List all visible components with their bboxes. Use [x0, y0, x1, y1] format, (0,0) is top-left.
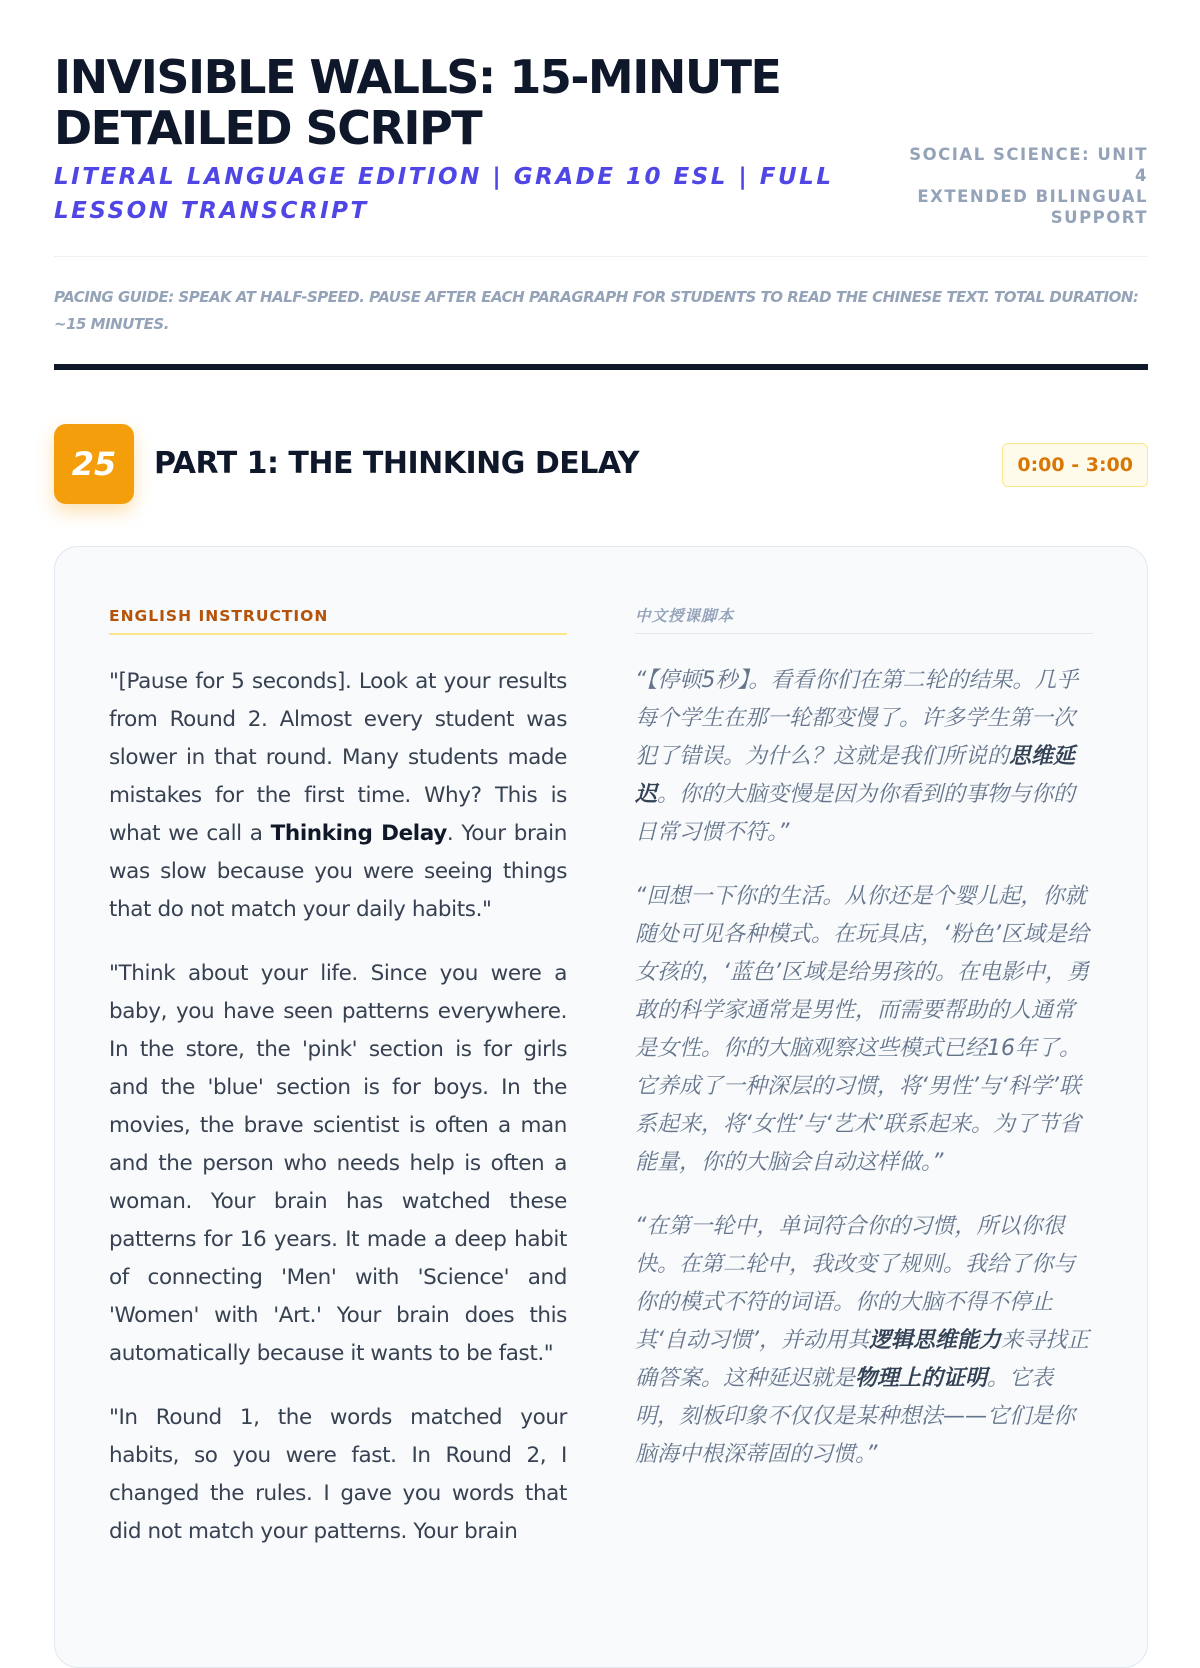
part-number-badge: 25 — [54, 424, 134, 504]
script-card — [54, 546, 1148, 1668]
chinese-paragraph-1 — [635, 662, 1093, 852]
chinese-p1-text-b: 。你的大脑变慢是因为你看到的事物与你的日常习惯不符。” — [635, 782, 1076, 845]
course-meta — [908, 144, 1148, 228]
chinese-column — [635, 603, 1093, 1500]
chinese-p3-term-2: 物理上的证明 — [855, 1366, 988, 1391]
english-paragraph-1 — [109, 663, 567, 929]
section-divider — [54, 364, 1148, 370]
pacing-guide: PACING GUIDE: SPEAK AT HALF-SPEED. PAUSE AFTER EACH PARAGRAPH FOR STUDENTS TO READ THE CHINESE TEXT. TOTAL DURATION: ~15 MINUTES. — [54, 288, 1139, 333]
english-p1-text-a: "[Pause for 5 seconds]. Look at your results from Round 2. Almost every student was slower in that round. Many students made mistakes for the first time. Why? This is what we call a — [109, 669, 567, 846]
document-header — [54, 52, 1148, 257]
chinese-paragraph-2: “回想一下你的生活。从你还是个婴儿起，你就随处可见各种模式。在玩具店，‘粉色’区域是给女孩的，‘蓝色’区域是给男孩的。在电影中，勇敢的科学家通常是男性，而需要帮助的人通常是女性。你的大脑观察这些模式已经16年了。它养成了一种深层的习惯，将‘男性’与‘科学’联系起来，将‘女性’与‘艺术’联系起来。为了节省能量，你的大脑会自动这样做。” — [635, 884, 1089, 1175]
chinese-p3-text-a: “在第一轮中，单词符合你的习惯，所以你很快。在第二轮中，我改变了规则。我给了你与你的模式不符的词语。你的大脑不得不停止其‘自动习惯’，并动用其 — [635, 1214, 1076, 1353]
chinese-p3-term-1: 逻辑思维能力 — [869, 1328, 1002, 1353]
page-subtitle: LITERAL LANGUAGE EDITION | GRADE 10 ESL | FULL LESSON TRANSCRIPT — [54, 164, 834, 224]
chinese-column-label: 中文授课脚本 — [635, 603, 1093, 634]
english-p1-text-b: . Your brain was slow because you were seeing things that do not match your daily habits." — [109, 821, 567, 922]
course-support: EXTENDED BILINGUAL SUPPORT — [917, 187, 1148, 227]
time-range-badge: 0:00 - 3:00 — [1002, 443, 1148, 487]
english-paragraph-2: "Think about your life. Since you were a baby, you have seen patterns everywhere. In the store, the 'pink' section is for girls and the 'blue' section is for boys. In the movies, the brave scientist is often a man and the person who needs help is often a woman. Your brain has watched these patterns for 16 years. It made a deep habit of connecting 'Men' with 'Science' and 'Women' with 'Art.' Your brain does this automatically because it wants to be fast." — [109, 961, 567, 1366]
english-p1-term: Thinking Delay — [270, 821, 447, 846]
course-unit: SOCIAL SCIENCE: UNIT 4 — [909, 145, 1148, 185]
part-header — [54, 424, 1148, 504]
english-column — [109, 603, 567, 1577]
page-title: INVISIBLE WALLS: 15-MINUTE DETAILED SCRIPT — [54, 50, 781, 155]
chinese-p1-term: 思维延迟 — [635, 744, 1076, 807]
chinese-p1-text-a: “【停顿5秒】。看看你们在第二轮的结果。几乎每个学生在那一轮都变慢了。许多学生第一次犯了错误。为什么？这就是我们所说的 — [635, 668, 1079, 769]
english-column-label: ENGLISH INSTRUCTION — [109, 603, 567, 635]
english-paragraph-3: "In Round 1, the words matched your habits, so you were fast. In Round 2, I changed the rules. I gave you words that did not match your patterns. Your brain — [109, 1405, 567, 1544]
chinese-p3-text-c: 。它表明，刻板印象不仅仅是某种想法——它们是你脑海中根深蒂固的习惯。” — [635, 1366, 1076, 1467]
chinese-p3-text-b: 来寻找正确答案。这种延迟就是 — [635, 1328, 1090, 1391]
chinese-paragraph-3 — [635, 1208, 1093, 1474]
part-title: PART 1: THE THINKING DELAY — [154, 446, 639, 481]
